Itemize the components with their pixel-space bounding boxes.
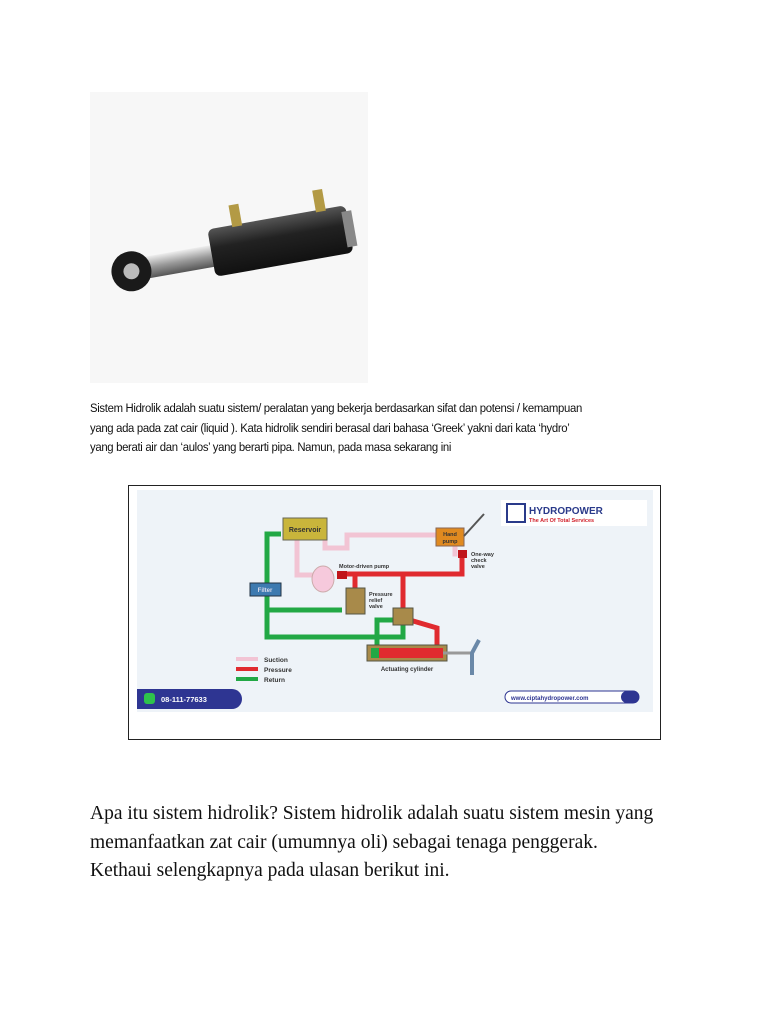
hydraulic-cylinder-photo bbox=[90, 92, 368, 383]
logo-name: HYDROPOWER bbox=[529, 506, 603, 517]
logo-tagline: The Art Of Total Services bbox=[529, 518, 595, 524]
body-line: memanfaatkan zat cair (umumnya oli) sebagai tenaga penggerak. bbox=[90, 831, 598, 853]
cylinder-return-chamber bbox=[371, 648, 379, 658]
check-valve-label: check bbox=[471, 558, 487, 564]
filter-label: Filter bbox=[257, 588, 273, 594]
cylinder-label: Actuating cylinder bbox=[380, 667, 434, 673]
cylinder-pressure-chamber bbox=[379, 648, 443, 658]
whatsapp-icon bbox=[144, 693, 155, 704]
legend-swatch-pressure bbox=[236, 667, 258, 671]
relief-valve-label: relief bbox=[369, 598, 383, 604]
legend-swatch-suction bbox=[236, 657, 258, 661]
phone-number: 08-111-77633 bbox=[161, 695, 207, 704]
check-valve-label: valve bbox=[471, 564, 485, 570]
check-valve bbox=[458, 550, 467, 558]
motor-pump-label: Motor-driven pump bbox=[339, 564, 390, 570]
legend-swatch-return bbox=[236, 677, 258, 681]
legend-label: Suction bbox=[264, 657, 288, 664]
relief-valve bbox=[346, 588, 365, 614]
intro-paragraph bbox=[90, 399, 732, 458]
search-icon bbox=[621, 691, 639, 703]
check-valve-label: One-way bbox=[471, 552, 494, 558]
motor-pump bbox=[312, 566, 334, 592]
motor-pump-valve bbox=[337, 571, 347, 579]
hand-pump-label: Hand bbox=[443, 532, 457, 538]
legend-label: Pressure bbox=[264, 667, 292, 674]
hand-pump-label: pump bbox=[442, 539, 458, 545]
paragraph-line: yang berati air dan ‘aulos’ yang berarti pipa. Namun, pada masa sekarang ini bbox=[90, 440, 452, 454]
relief-valve-label: valve bbox=[369, 604, 383, 610]
reservoir-label: Reservoir bbox=[288, 527, 322, 534]
selector-valve bbox=[393, 608, 413, 625]
relief-valve-label: Pressure bbox=[369, 592, 393, 598]
hydraulic-diagram-frame bbox=[128, 485, 661, 740]
legend-label: Return bbox=[264, 677, 285, 684]
website-url: www.ciptahydropower.com bbox=[511, 696, 589, 702]
body-paragraph bbox=[90, 800, 653, 886]
paragraph-line: Sistem Hidrolik adalah suatu sistem/ peralatan yang bekerja berdasarkan sifat dan potensi / kemampuan bbox=[90, 401, 582, 415]
body-line: Apa itu sistem hidrolik? Sistem hidrolik adalah suatu sistem mesin yang bbox=[90, 803, 654, 824]
hydraulic-system-diagram bbox=[137, 490, 653, 712]
body-line: Kethaui selengkapnya pada ulasan berikut ini. bbox=[90, 860, 450, 881]
paragraph-line: yang ada pada zat cair (liquid ). Kata hidrolik sendiri berasal dari bahasa ‘Greek’ yakni dari kata ‘hydro’ bbox=[90, 420, 570, 435]
